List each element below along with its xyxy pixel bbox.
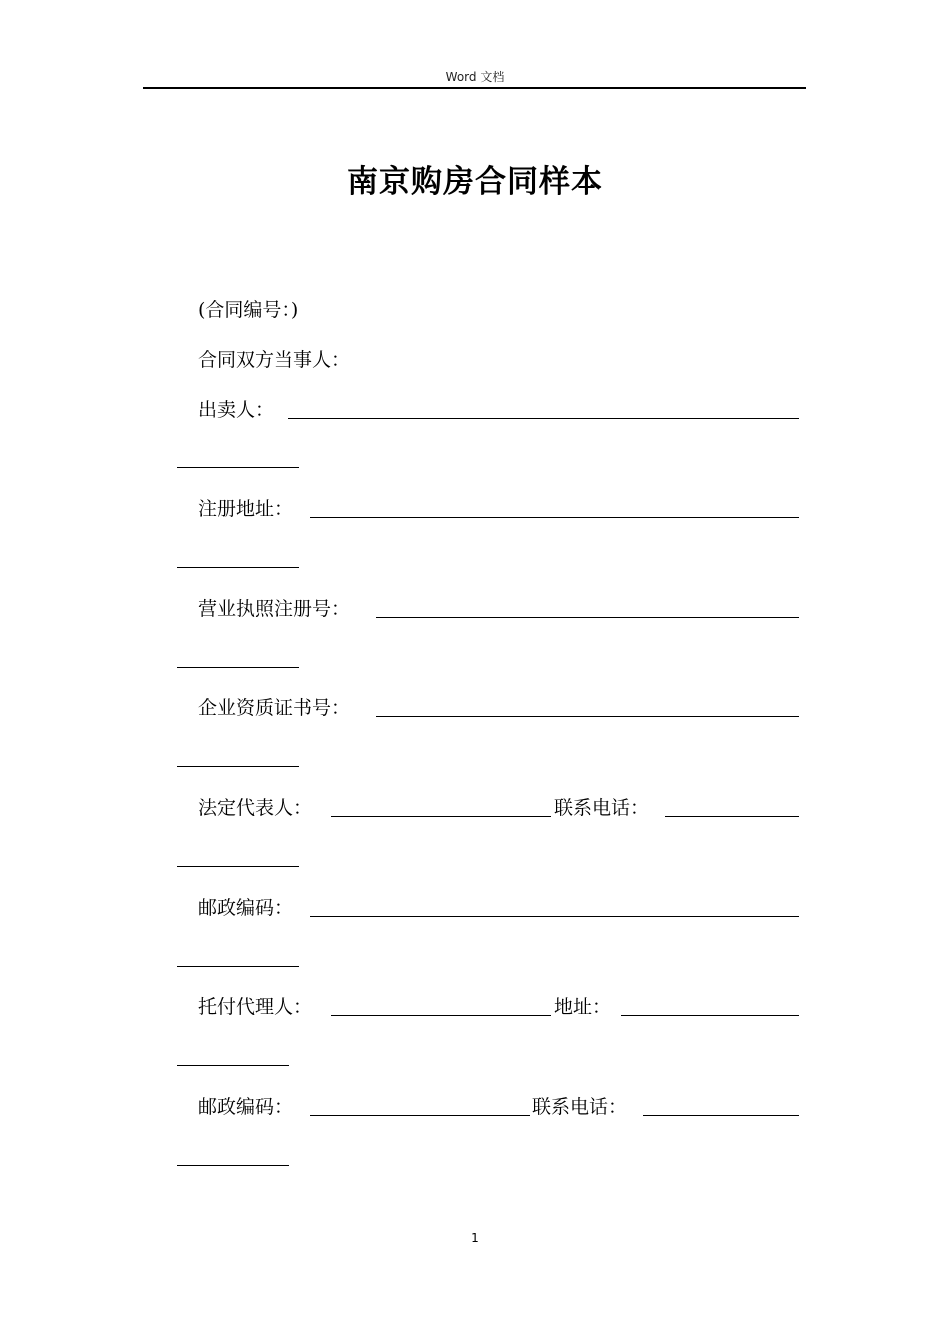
- header-rule: [143, 87, 806, 89]
- reg-address-blank[interactable]: [310, 517, 799, 518]
- address-blank-continued[interactable]: [177, 1065, 289, 1066]
- license-no-blank-continued[interactable]: [177, 667, 299, 668]
- reg-address-label: 注册地址：: [198, 498, 294, 520]
- document-title: 南京购房合同样本: [347, 164, 603, 200]
- reg-address-blank-continued[interactable]: [177, 567, 299, 568]
- seller-blank[interactable]: [288, 418, 799, 419]
- postcode-1-label: 邮政编码：: [198, 897, 294, 919]
- seller-label: 出卖人：: [198, 399, 275, 421]
- postcode-1-blank[interactable]: [310, 916, 799, 917]
- legal-rep-label: 法定代表人：: [198, 797, 313, 819]
- parties-label: 合同双方当事人：: [198, 349, 351, 371]
- phone-2-label: 联系电话：: [532, 1096, 628, 1118]
- seller-blank-continued[interactable]: [177, 467, 299, 468]
- qualification-no-blank[interactable]: [376, 716, 799, 717]
- page-number: 1: [471, 1231, 479, 1245]
- phone-2-blank-continued[interactable]: [177, 1165, 289, 1166]
- contract-number: (合同编号：): [198, 299, 299, 321]
- address-blank[interactable]: [621, 1015, 799, 1016]
- license-no-blank[interactable]: [376, 617, 799, 618]
- phone-1-blank-continued[interactable]: [177, 866, 299, 867]
- postcode-2-blank[interactable]: [310, 1115, 530, 1116]
- qualification-no-label: 企业资质证书号：: [198, 697, 351, 719]
- license-no-label: 营业执照注册号：: [198, 598, 351, 620]
- address-label: 地址：: [554, 996, 612, 1018]
- agent-blank[interactable]: [331, 1015, 551, 1016]
- phone-1-label: 联系电话：: [554, 797, 650, 819]
- qualification-no-blank-continued[interactable]: [177, 766, 299, 767]
- page-header-text: Word 文档: [445, 70, 505, 84]
- phone-2-blank[interactable]: [643, 1115, 799, 1116]
- postcode-1-blank-continued[interactable]: [177, 966, 299, 967]
- postcode-2-label: 邮政编码：: [198, 1096, 294, 1118]
- agent-label: 托付代理人：: [198, 996, 313, 1018]
- legal-rep-blank[interactable]: [331, 816, 551, 817]
- phone-1-blank[interactable]: [665, 816, 799, 817]
